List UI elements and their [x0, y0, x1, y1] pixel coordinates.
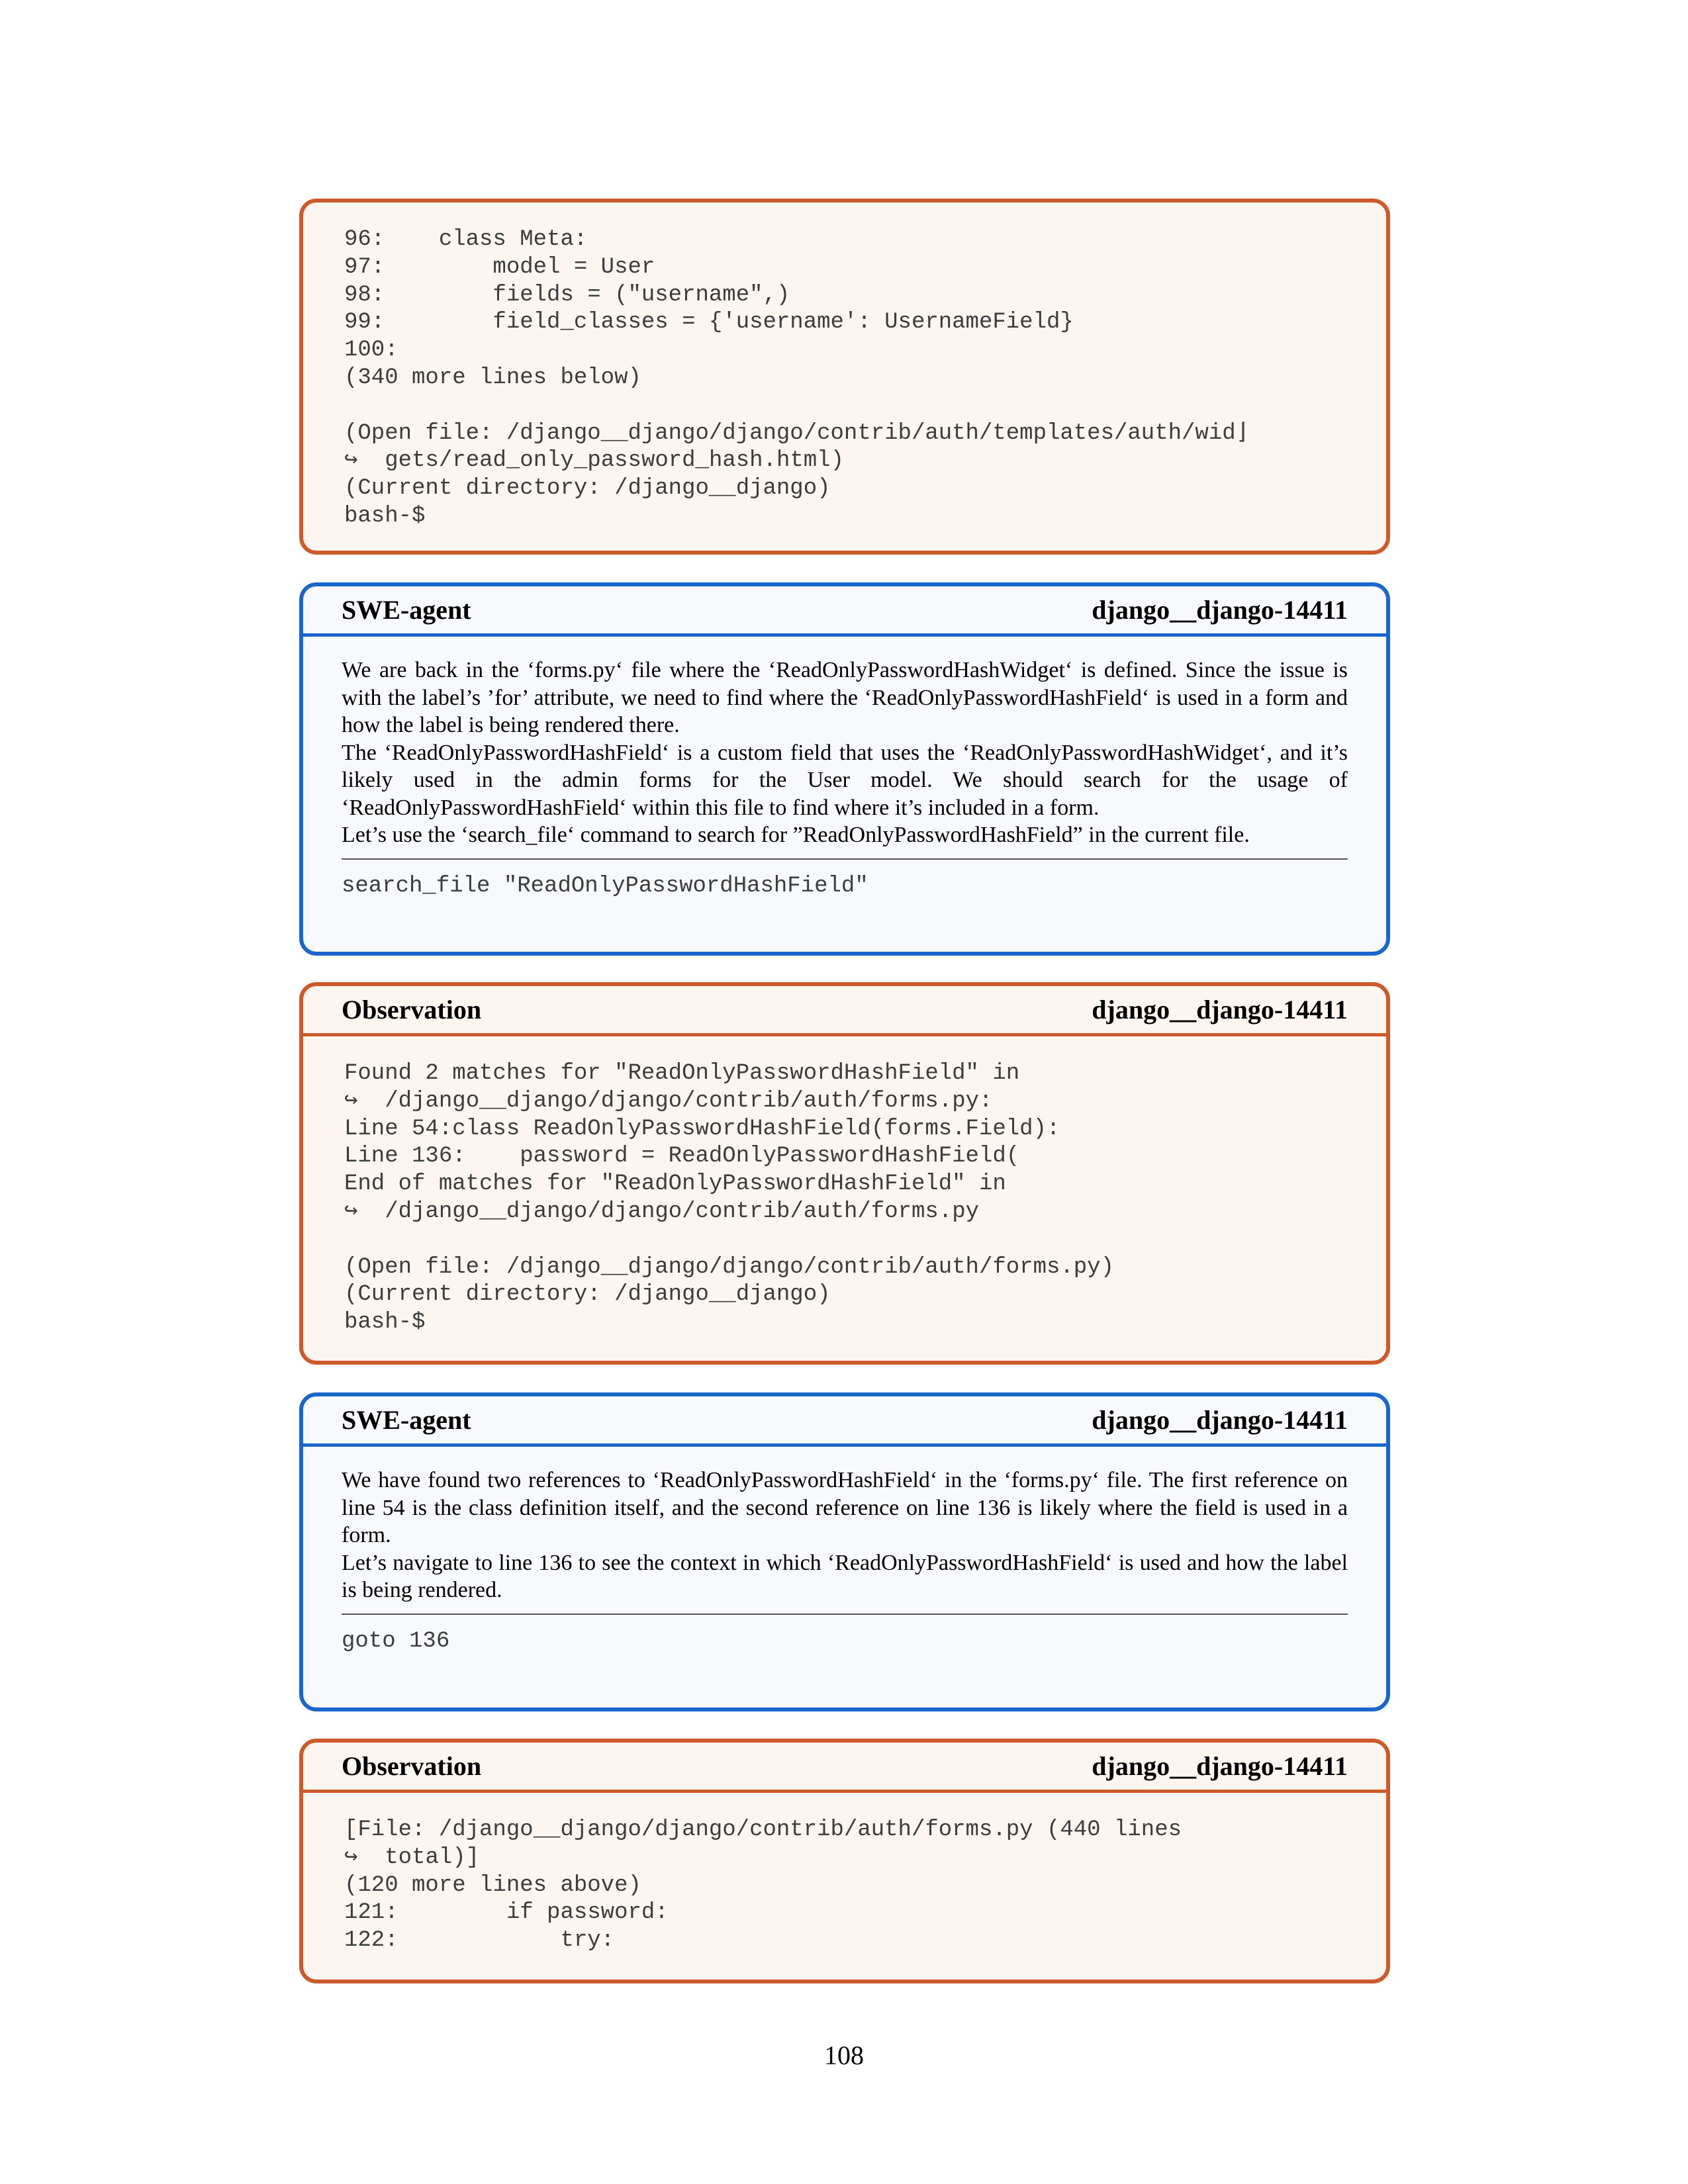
observation-box	[299, 982, 1390, 1365]
observation-box-title: Observation	[342, 1751, 482, 1781]
observation-output: 96: class Meta: 97: model = User 98: fields = ("username",) 99: field_classes = {'username': UsernameField} 100: (340 more lines below) (Open file: /django__django/django/contrib/auth/templates/auth/wid⌋ ↪ gets/read_only_password_hash.html) (Current directory: /django__django) bash-$	[344, 227, 1250, 529]
agent-command: goto 136	[342, 1628, 450, 1654]
agent-box-header	[303, 1396, 1386, 1447]
agent-box	[299, 582, 1390, 956]
agent-box-title: SWE-agent	[342, 1405, 471, 1435]
agent-box-id: django__django-14411	[1092, 595, 1348, 625]
agent-thought	[342, 657, 1348, 849]
agent-paragraph: The ‘ReadOnlyPasswordHashField‘ is a custom field that uses the ‘ReadOnlyPasswordHashWidget‘, and it’s likely used in the admin forms for the User model. We should search for the usage of ‘ReadOnlyPasswordHashField‘ within this file to find where it’s included in a form.	[342, 740, 1348, 820]
observation-box	[299, 1739, 1390, 1983]
observation-output: Found 2 matches for "ReadOnlyPasswordHashField" in ↪ /django__django/django/contrib/auth/forms.py: Line 54:class ReadOnlyPasswordHashField(forms.Field): Line 136: password = ReadOnlyPasswordHashField( End of matches for "ReadOnlyPasswordHashField" in ↪ /django__django/django/contrib/auth/forms.py (Open file: /django__django/django/contrib/auth/forms.py) (Current directory: /django__django) bash-$	[344, 1061, 1114, 1336]
agent-paragraph: Let’s navigate to line 136 to see the context in which ‘ReadOnlyPasswordHashField‘ is used and how the label is being rendered.	[342, 1550, 1348, 1602]
agent-box-header	[303, 586, 1386, 637]
observation-box-header	[303, 986, 1386, 1036]
agent-thought	[342, 1467, 1348, 1604]
observation-box-id: django__django-14411	[1092, 995, 1348, 1024]
divider	[342, 1614, 1348, 1615]
agent-box	[299, 1392, 1390, 1711]
agent-command: search_file "ReadOnlyPasswordHashField"	[342, 873, 868, 899]
observation-box-id: django__django-14411	[1092, 1751, 1348, 1781]
page-number: 108	[824, 2040, 864, 2070]
agent-paragraph: We have found two references to ‘ReadOnlyPasswordHashField‘ in the ‘forms.py‘ file. The first reference on line 54 is the class definition itself, and the second reference on line 136 is likely where the field is used in a form.	[342, 1468, 1348, 1547]
observation-output: [File: /django__django/django/contrib/auth/forms.py (440 lines ↪ total)] (120 more lines above) 121: if password: 122: try:	[344, 1817, 1182, 1954]
observation-box-title: Observation	[342, 995, 482, 1024]
agent-paragraph: We are back in the ‘forms.py‘ file where the ‘ReadOnlyPasswordHashWidget‘ is defined. Since the issue is with the label’s ’for’ attribute, we need to find where the ‘ReadOnlyPasswordHashField‘ is used in a form and how the label is being rendered there.	[342, 658, 1348, 737]
observation-box-header	[303, 1743, 1386, 1793]
agent-box-title: SWE-agent	[342, 595, 471, 625]
agent-box-id: django__django-14411	[1092, 1405, 1348, 1435]
observation-box-continued	[299, 199, 1390, 555]
agent-paragraph: Let’s use the ‘search_file‘ command to search for ”ReadOnlyPasswordHashField” in the current file.	[342, 823, 1250, 847]
divider	[342, 858, 1348, 860]
